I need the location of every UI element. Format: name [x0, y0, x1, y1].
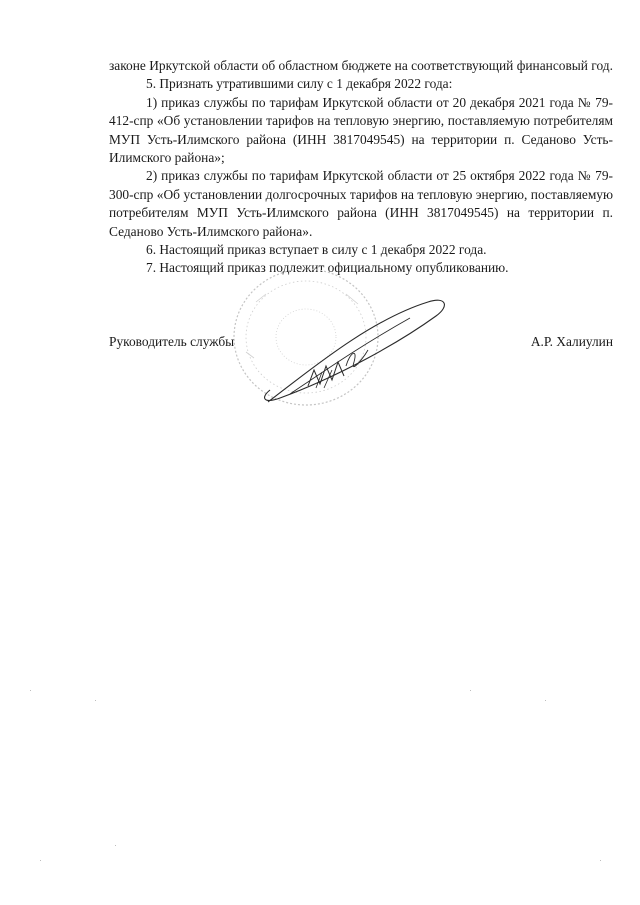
signatory-title: Руководитель службы — [109, 334, 235, 349]
paragraph-item-6: 6. Настоящий приказ вступает в силу с 1 декабря 2022 года. — [146, 242, 487, 258]
paragraph-item-5-2: 2) приказ службы по тарифам Иркутской области от 25 октября 2022 года № 79-300-спр «Об установлении долгосрочных тарифов на тепловую энергию, поставляемую потребителям МУП Усть-Илимского района (ИНН 3817049545) на территории п. Седаново Усть-Илимского района». — [109, 168, 613, 239]
document-body — [109, 57, 613, 278]
scan-speck — [115, 845, 116, 846]
scan-speck — [30, 690, 31, 691]
handwritten-signature-icon — [250, 290, 450, 410]
scan-speck — [40, 860, 41, 861]
paragraph-item-5-1: 1) приказ службы по тарифам Иркутской области от 20 декабря 2021 года № 79-412-спр «Об установлении тарифов на тепловую энергию, поставляемую потребителям МУП Усть-Илимского района (ИНН 3817049545) на территории п. Седаново Усть-Илимского района»; — [109, 94, 613, 166]
scan-speck — [95, 700, 96, 701]
signatory-name: А.Р. Халиулин — [530, 334, 613, 349]
scan-speck — [600, 860, 601, 861]
paragraph-item-5: 5. Признать утратившими силу с 1 декабря 2022 года: — [146, 76, 453, 92]
scan-speck — [470, 690, 471, 691]
paragraph-continuation: законе Иркутской области об областном бюджете на соответствующий финансовый год. — [109, 58, 613, 73]
paragraph-item-7: 7. Настоящий приказ подлежит официальному опубликованию. — [146, 260, 509, 276]
scan-speck — [545, 700, 546, 701]
